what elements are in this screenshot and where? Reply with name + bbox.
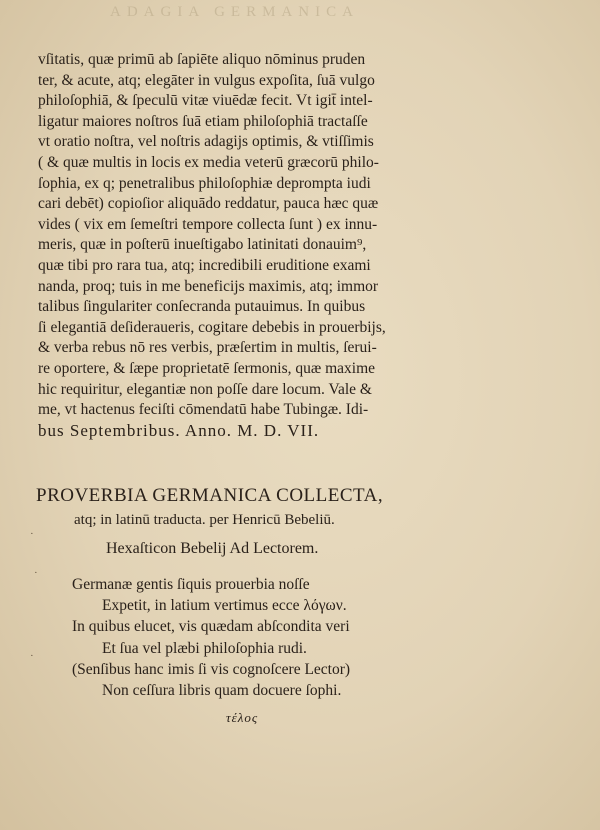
preface-line: nanda, proq; tuis in me beneficijs maximis, atq; immor: [38, 277, 379, 295]
dateline: bus Septembribus. Anno. M. D. VII.: [38, 420, 320, 440]
preface-line: ter, & acute, atq; elegāter in vulgus expoſita, ſuā vulgo: [38, 71, 375, 89]
poem-title: Hexaſticon Bebelij Ad Lectorem.: [106, 540, 319, 557]
preface-text: [38, 50, 478, 441]
preface-line: philoſophiā, & ſpeculū vitæ viuēdæ fecit. Vt igit̄ intel-: [38, 92, 373, 110]
poem-verse: (Senſibus hanc imis ſi vis cognoſcere Lector): [72, 660, 351, 678]
preface-line: & verba rebus nō res verbis, præſertim in multis, ſerui-: [38, 339, 377, 357]
preface-line: ( & quæ multis in locis ex media veterū græcorū philo-: [38, 153, 379, 171]
margin-mark-icon: ·: [30, 528, 34, 540]
telos-colophon: τέλος: [226, 710, 259, 725]
bleed-through-running-head: ADAGIA GERMANICA: [110, 4, 359, 20]
poem-verse: Et ſua vel plæbi philoſophia rudi.: [102, 639, 307, 657]
poem-verse: Non ceſſura libris quam docuere ſophi.: [102, 682, 342, 700]
preface-line: re oportere, & ſæpe proprietatē ſermonis, quæ maxime: [38, 359, 376, 377]
preface-line: hic requiritur, elegantiæ non poſſe dare locum. Vale &: [38, 380, 372, 398]
preface-line: vides ( vix em ſemeſtri tempore collecta ſunt ) ex innu-: [38, 215, 378, 233]
preface-line: meris, quæ in poſterū inueſtigabo latinitati donauim⁹,: [38, 236, 367, 254]
preface-line: ligatur maiores noſtros ſuā etiam philoſophiā tractaſſe: [38, 112, 368, 130]
preface-line: me, vt hactenus feciſti cōmendatū habe Tubingæ. Idi-: [38, 401, 369, 419]
section-heading: PROVERBIA GERMANICA COLLECTA,: [36, 485, 384, 506]
preface-line: vſitatis, quæ primū ab ſapiēte aliquo nōminus pruden: [38, 51, 366, 68]
preface-line: cari debēt) copioſior aliquādo reddatur, pauca hæc quæ: [38, 195, 379, 213]
preface-line: vt oratio noſtra, vel noſtris adagijs optimis, & vtiſſimis: [38, 133, 374, 151]
preface-line: ſi elegantiā deſideraueris, cogitare debebis in prouerbijs,: [38, 318, 386, 336]
poem-verse: In quibus elucet, vis quædam abſcondita veri: [72, 618, 350, 636]
preface-line: ſophia, ex q; penetralibus philoſophiæ deprompta iudi: [38, 174, 371, 192]
section-subheading: atq; in latinū traducta. per Henricū Bebeliū.: [74, 512, 335, 528]
poem: [72, 574, 492, 701]
preface-line: quæ tibi pro rara tua, atq; incredibili eruditione exami: [38, 256, 371, 274]
preface-line: talibus ſingulariter conſecranda putauimus. In quibus: [38, 298, 366, 316]
margin-mark-icon: ·: [30, 650, 34, 662]
margin-mark-icon: ·: [34, 567, 38, 579]
poem-verse: Expetit, in latium vertimus ecce λόγων.: [102, 597, 347, 615]
poem-verse: Germanæ gentis ſiquis prouerbia noſſe: [72, 576, 310, 593]
